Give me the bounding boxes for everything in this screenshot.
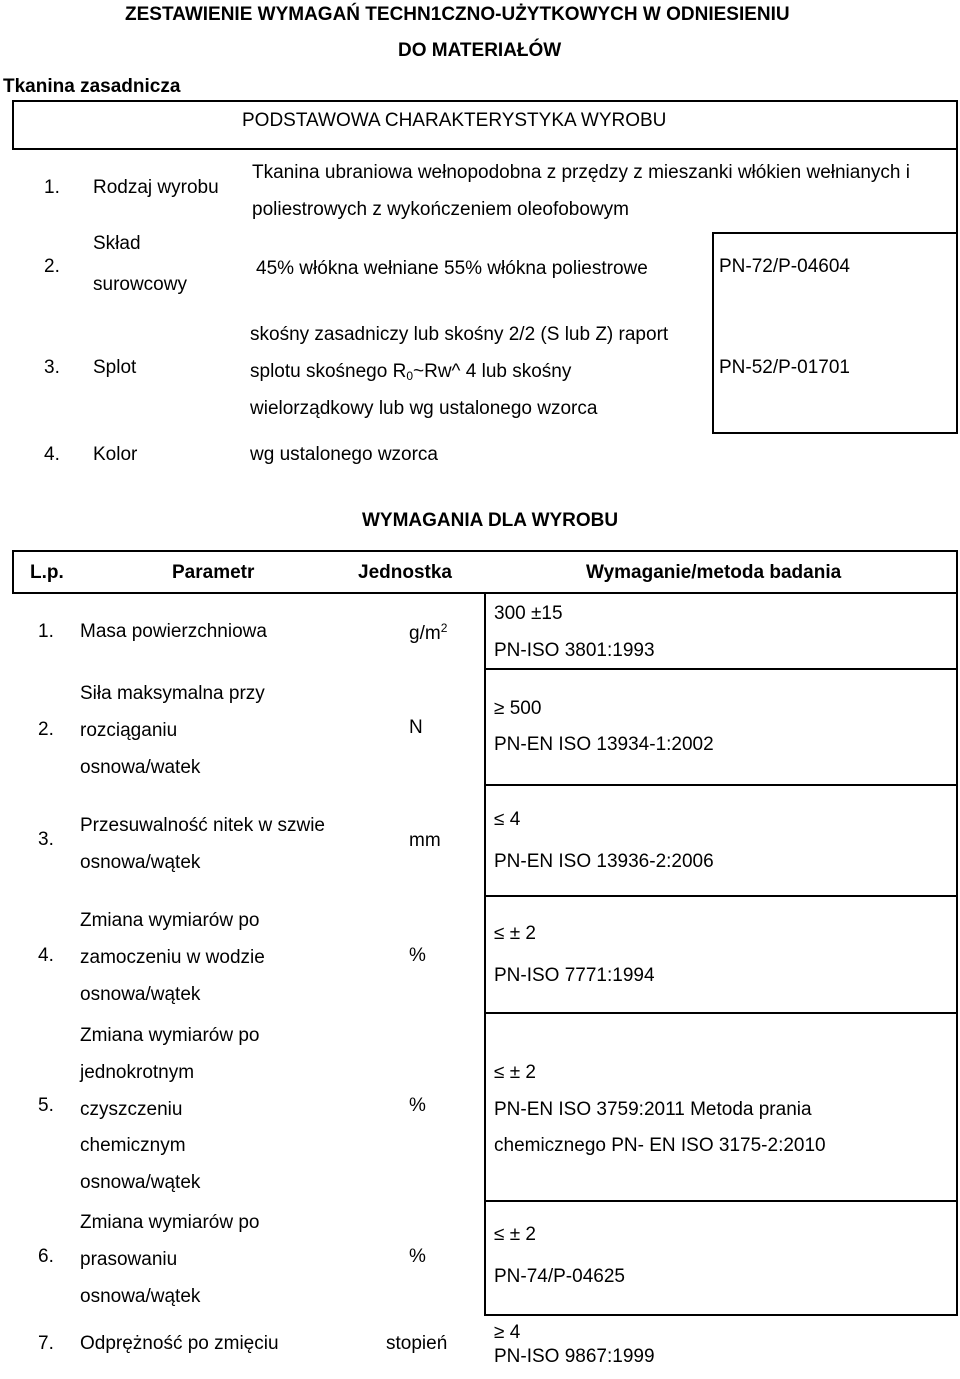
row-number: 1. [44, 177, 60, 198]
requirement-method: PN-EN ISO 13936-2:2006 [494, 851, 714, 872]
requirement-method: PN-ISO 7771:1994 [494, 965, 655, 986]
row-number: 2. [44, 256, 60, 277]
parameter-name: Zmiana wymiarów po [80, 1025, 260, 1046]
unit: $g/m^2$ [409, 621, 448, 644]
characteristic-name: Splot [93, 357, 137, 378]
column-header-param: Parametr [172, 562, 255, 583]
characteristic-description: splotu skośnego $R_0\sim Rw\^{}$ 4 lub skośny [250, 361, 572, 383]
requirement-method: PN-EN ISO 13934-1:2002 [494, 734, 714, 755]
row-number: 4. [44, 444, 60, 465]
column-header-requirement: Wymaganie/metoda badania [586, 562, 842, 583]
parameter-name: Masa powierzchniowa [80, 621, 267, 642]
unit: stopień [386, 1333, 448, 1354]
parameter-name: osnowa/wątek [80, 852, 201, 873]
parameter-name: osnowa/wątek [80, 1286, 201, 1307]
parameter-name: rozciąganiu [80, 720, 178, 741]
row-number: 4. [38, 945, 54, 966]
requirement-value: ≥ 4 [494, 1322, 521, 1343]
unit: % [409, 945, 426, 966]
characteristic-name: Skład [93, 233, 141, 254]
row-number: 1. [38, 621, 54, 642]
characteristic-description: wg ustalonego wzorca [250, 444, 438, 465]
parameter-name: Przesuwalność nitek w szwie [80, 815, 325, 836]
subject-label: Tkanina zasadnicza [3, 76, 181, 97]
characteristic-name: Kolor [93, 444, 138, 465]
parameter-name: chemicznym [80, 1135, 186, 1156]
parameter-name: osnowa/wątek [80, 1172, 201, 1193]
requirement-method: PN-74/P-04625 [494, 1266, 625, 1287]
parameter-name: Zmiana wymiarów po [80, 1212, 260, 1233]
row-number: 7. [38, 1333, 54, 1354]
parameter-name: jednokrotnym [80, 1062, 195, 1083]
characteristic-norm: PN-72/P-04604 [719, 256, 850, 277]
parameter-name: Siła maksymalna przy [80, 683, 265, 704]
requirement-method: PN-ISO 3801:1993 [494, 640, 655, 661]
requirements-section-title: WYMAGANIA DLA WYROBU [362, 510, 619, 531]
parameter-name: zamoczeniu w wodzie [80, 947, 265, 968]
unit: mm [409, 830, 441, 851]
requirement-value: ≤ ± 2 [494, 1062, 536, 1083]
unit: N [409, 717, 423, 738]
row-number: 3. [38, 829, 54, 850]
row-number: 6. [38, 1246, 54, 1267]
characteristic-description: Tkanina ubraniowa wełnopodobna z przędzy z mieszanki włókien wełnianych i [252, 162, 910, 183]
characteristic-name: Rodzaj wyrobu [93, 177, 219, 198]
characteristic-norm: PN-52/P-01701 [719, 357, 850, 378]
parameter-name: Odprężność po zmięciu [80, 1333, 279, 1354]
column-header-lp: L.p. [30, 562, 64, 583]
requirement-method: PN-EN ISO 3759:2011 Metoda prania [494, 1099, 812, 1120]
parameter-name: osnowa/watek [80, 757, 201, 778]
row-number: 2. [38, 719, 54, 740]
row-number: 5. [38, 1095, 54, 1116]
parameter-name: Zmiana wymiarów po [80, 910, 260, 931]
document-title-line2: DO MATERIAŁÓW [398, 40, 562, 61]
parameter-name: prasowaniu [80, 1249, 178, 1270]
document-title-line1: ZESTAWIENIE WYMAGAŃ TECHN1CZNO-UŻYTKOWYCH W ODNIESIENIU [125, 4, 790, 25]
characteristic-name: surowcowy [93, 274, 187, 295]
characteristics-section-title: PODSTAWOWA CHARAKTERYSTYKA WYROBU [242, 110, 667, 131]
characteristic-description: poliestrowych z wykończeniem oleofobowym [252, 199, 629, 220]
requirement-value: 300 ±15 [494, 603, 563, 624]
parameter-name: czyszczeniu [80, 1099, 183, 1120]
characteristic-description: wielorządkowy lub wg ustalonego wzorca [250, 398, 598, 419]
requirement-value: ≤ ± 2 [494, 1224, 536, 1245]
unit: % [409, 1095, 426, 1116]
parameter-name: osnowa/wątek [80, 984, 201, 1005]
requirement-method: PN-ISO 9867:1999 [494, 1346, 655, 1367]
unit: % [409, 1246, 426, 1267]
characteristic-description: 45% włókna wełniane 55% włókna poliestrowe [256, 258, 648, 279]
characteristic-description: skośny zasadniczy lub skośny 2/2 (S lub Z) raport [250, 324, 669, 345]
requirement-value: ≤ ± 2 [494, 923, 536, 944]
requirement-method: chemicznego PN- EN ISO 3175-2:2010 [494, 1135, 826, 1156]
row-number: 3. [44, 357, 60, 378]
requirement-value: ≥ 500 [494, 698, 542, 719]
column-header-unit: Jednostka [358, 562, 452, 583]
requirement-value: ≤ 4 [494, 809, 521, 830]
